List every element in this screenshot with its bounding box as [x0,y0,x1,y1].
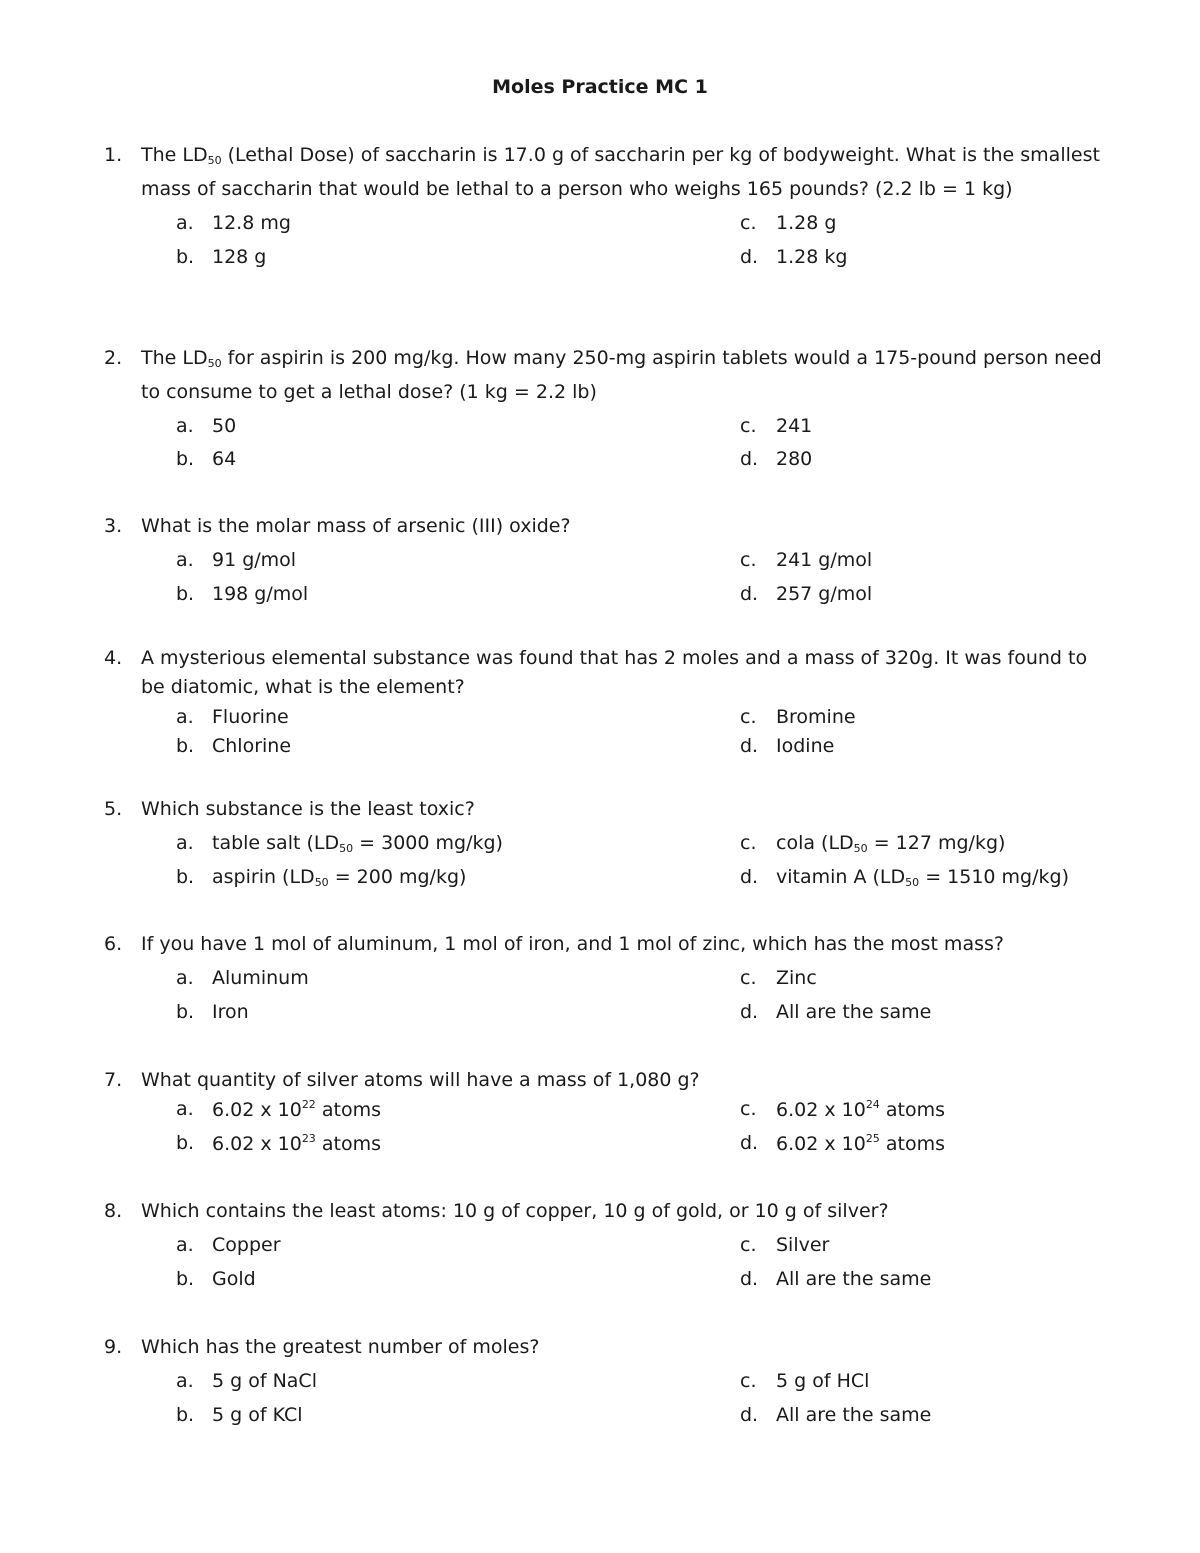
question-number: 5. [104,798,123,820]
question-text-line: Which contains the least atoms: 10 g of copper, 10 g of gold, or 10 g of silver? [141,1200,889,1222]
question-text-line: What quantity of silver atoms will have a mass of 1,080 g? [141,1069,700,1091]
question-text-line: to consume to get a lethal dose? (1 kg = 2.2 lb) [141,381,597,403]
page-title: Moles Practice MC 1 [492,76,708,98]
question-text-line: mass of saccharin that would be lethal to a person who weighs 165 pounds? (2.2 lb = 1 kg) [141,178,1013,200]
question-number: 1. [104,144,123,166]
question-text-line: The $LD_{50}$ (Lethal Dose) of saccharin is 17.0 g of saccharin per kg of bodyweight. What is the smallest [141,144,1100,167]
question-text-line: If you have 1 mol of aluminum, 1 mol of iron, and 1 mol of zinc, which has the most mass? [141,933,1004,955]
question-number: 2. [104,347,123,369]
question-text-line: What is the molar mass of arsenic (III) oxide? [141,515,571,537]
question-text-line: A mysterious elemental substance was found that has 2 moles and a mass of 320g. It was found to [141,647,1088,669]
question-text-line: The $LD_{50}$ for aspirin is 200 mg/kg. How many 250-mg aspirin tablets would a 175-pound person need [141,347,1102,370]
question-number: 9. [104,1336,123,1358]
question-number: 8. [104,1200,123,1222]
question-number: 6. [104,933,123,955]
question-number: 3. [104,515,123,537]
question-text-line: be diatomic, what is the element? [141,676,465,698]
question-number: 4. [104,647,123,669]
question-text-line: Which substance is the least toxic? [141,798,475,820]
question-number: 7. [104,1069,123,1091]
question-text-line: Which has the greatest number of moles? [141,1336,540,1358]
